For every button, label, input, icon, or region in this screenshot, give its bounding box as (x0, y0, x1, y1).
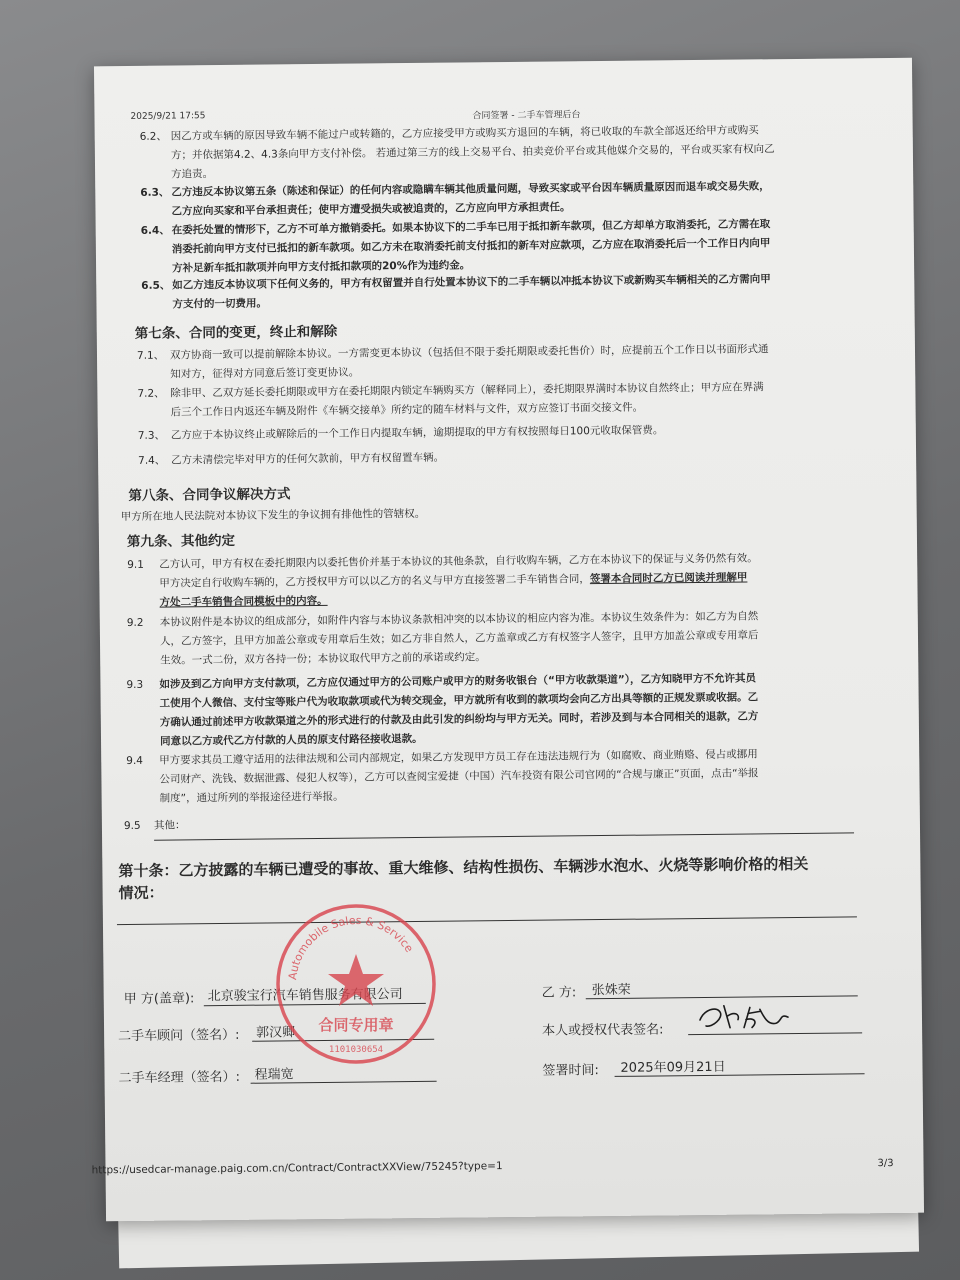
clause-6-5 (172, 270, 771, 314)
clause-9-3 (159, 669, 758, 751)
footer-url: https://usedcar-manage.paig.com.cn/Contract/ContractXXView/75245?type=1 (91, 1160, 503, 1177)
clause-line: 人，乙方签字，且甲方加盖公章或专用章后生效；如乙方非自然人，乙方盖章或乙方有权签字人签字，且甲方加盖公章或专用章后 (159, 629, 759, 648)
clause-line: 乙方应于本协议终止或解除后的一个工作日内提取车辆，逾期提取的甲方有权按照每日100元收取保管费。 (170, 424, 664, 442)
article-10-line: 第十条：乙方披露的车辆已遭受的事故、重大维修、结构性损伤、车辆涉水泡水、火烧等影响价格的相关 (118, 854, 809, 881)
clause-line: 制度”，通过所列的举报途径进行举报。 (159, 790, 344, 805)
article-10-title (118, 853, 808, 904)
clause-7-1 (170, 340, 769, 384)
clause-9-4 (159, 745, 759, 808)
advisor-value: 郭汉卿 (256, 1025, 296, 1041)
clause-line: 因乙方或车辆的原因导致车辆不能过户或转籍的，乙方应接受甲方或购买方退回的车辆，将已收取的车款全部返还给甲方或购买 (170, 124, 759, 143)
manager-value: 程瑞宽 (254, 1067, 294, 1083)
rep-label: 本人或授权代表签名: (542, 1022, 664, 1039)
clause-7-4 (171, 449, 444, 471)
party-a-label: 甲 方(盖章): (123, 991, 195, 1008)
party-a-value: 北京骏宝行汽车销售服务有限公司 (207, 987, 403, 1005)
clause-text: 甲方决定自行收购车辆的，乙方授权甲方可以以乙方的名义与甲方直接签署二手车销售合同， (159, 573, 590, 590)
clause-num: 6.3、 (140, 186, 170, 199)
clause-7-3 (171, 421, 664, 445)
article-9-title: 第九条、其他约定 (126, 532, 236, 550)
clause-line: 除非甲、乙双方延长委托期限或甲方在委托期限内锁定车辆购买方（解释同上），委托期限界满时本协议自然终止；甲方应在界满 (170, 381, 764, 400)
clause-num: 9.1 (127, 558, 144, 571)
clause-line: 在委托处置的情形下，乙方不可单方撤销委托。如果本协议下的二手车已用于抵扣新车款项，但乙方却单方取消委托，乙方需在取 (171, 218, 771, 237)
seal-outer-text: Automobile Sales & Service (286, 913, 416, 981)
article-8-title: 第八条、合同争议解决方式 (128, 486, 291, 504)
clause-line: 乙方应向买家和平台承担责任；使甲方遭受损失或被追责的，乙方应向甲方承担责任。 (171, 201, 571, 218)
clause-num: 6.5、 (141, 279, 171, 292)
article-10-line: 情况： (118, 883, 164, 903)
party-b-label: 乙 方: (541, 985, 577, 1001)
clause-line: 甲方要求其员工遵守适用的法律法规和公司内部规定，如果乙方发现甲方员工存在违法违规行为（如腐败、商业贿赂、侵占或挪用 (159, 748, 758, 767)
clause-num: 7.4、 (138, 454, 166, 467)
footer-page: 3/3 (877, 1158, 894, 1170)
clause-line: 本协议附件是本协议的组成部分，如附件内容与本协议条款相冲突的以本协议的相应内容为准。本协议生效条件为：如乙方为自然 (159, 610, 759, 629)
seal-number: 1101030654 (328, 1045, 384, 1055)
other-terms-line (154, 832, 854, 840)
handwritten-signature (694, 997, 804, 1038)
clause-num: 7.1、 (136, 349, 165, 362)
clause-num: 7.3、 (137, 429, 166, 442)
clause-line: 同意以乙方或代乙方付款的人员的原支付路径接收退款。 (159, 732, 423, 748)
clause-line: 知对方，征得对方同意后签订变更协议。 (170, 366, 360, 381)
clause-9-2 (160, 607, 759, 670)
manager-label: 二手车经理（签名）: (118, 1069, 241, 1087)
disclosure-line (117, 916, 857, 925)
clause-line: 如涉及到乙方向甲方支付款项，乙方应仅通过甲方的公司账户或甲方的财务收银台（“甲方收款渠道”），乙方知晓甲方不允许其员 (159, 672, 757, 691)
clause-line: 公司财产、洗钱、数据泄露、侵犯人权等），乙方可以查阅宝爱捷（中国）汽车投资有限公司官网的“合规与廉正”页面，点击“举报 (159, 767, 759, 786)
clause-num: 9.5 (123, 819, 141, 833)
clause-line: 乙方违反本协议第五条（陈述和保证）的任何内容或隐瞒车辆其他质量问题，导致买家或平台因车辆质量原因而退车或交易失败， (171, 180, 770, 199)
clause-num: 7.2、 (137, 387, 165, 400)
time-value: 2025年09月21日 (620, 1059, 726, 1076)
clause-9-5-label: 其他： (153, 819, 186, 832)
company-seal (272, 900, 440, 1068)
clause-6-3 (171, 177, 770, 221)
print-title: 合同签署 - 二手车管理后台 (472, 110, 581, 122)
clause-line: 消委托前向甲方支付已抵扣的新车款项。如乙方未在取消委托前支付抵扣的新车对应款项，乙方应在取消委托后一个工作日内向甲 (171, 237, 771, 256)
print-datetime: 2025/9/21 17:55 (130, 111, 206, 122)
clause-num: 6.4、 (140, 224, 170, 237)
clause-line: 方支付的一切费用。 (172, 297, 268, 311)
clause-9-1 (159, 549, 758, 612)
clause-line: 方处二手车销售合同模板中的内容。 (159, 594, 328, 609)
clause-line: 如乙方违反本协议项下任何义务的，甲方有权留置并自行处置本协议下的二手车辆以冲抵本协议下或新购买车辆相关的乙方需向甲 (172, 273, 771, 292)
clause-line: 方补足新车抵扣款项并向甲方支付抵扣款项的20%作为违约金。 (172, 259, 471, 275)
advisor-label: 二手车顾问（签名）: (118, 1027, 240, 1045)
article-7-title: 第七条、合同的变更，终止和解除 (134, 323, 338, 342)
clause-7-2 (170, 378, 764, 422)
clause-num: 6.2、 (139, 130, 167, 143)
clause-6-2 (171, 121, 775, 184)
seal-inner-text: 合同专用章 (318, 1016, 394, 1034)
clause-num: 9.4 (126, 754, 144, 768)
clause-line: 方确认通过前述甲方收款渠道之外的形式进行的付款及由此引发的纠纷均与甲方无关。同时，若涉及到与本合同相关的退款，乙方 (159, 710, 759, 729)
article-8-text: 甲方所在地人民法院对本协议下发生的争议拥有排他性的管辖权。 (120, 507, 426, 524)
clause-line: 后三个工作日内返还车辆及附件《车辆交接单》所约定的随车材料与文件，双方应签订书面交接文件。 (170, 401, 644, 419)
party-b-value: 张姝荣 (591, 982, 631, 999)
clause-line: 乙方认可，甲方有权在委托期限内以委托售价并基于本协议的其他条款，自行收购车辆，乙方在本协议下的保证与义务仍然有效。 (159, 552, 758, 571)
clause-text-emphasis: 签署本合同时乙方已阅读并理解甲 (589, 571, 748, 586)
clause-line: 方；并依据第4.2、4.3条向甲方支付补偿。 若通过第三方的线上交易平台、拍卖竞价平台或其他媒介交易的，平台或买家有权向乙 (170, 143, 775, 162)
time-label: 签署时间: (542, 1063, 599, 1079)
contract-page (91, 58, 924, 1222)
clause-num: 9.2 (126, 616, 144, 630)
clause-line: 双方协商一致可以提前解除本协议。一方需变更本协议（包括但不限于委托期限或委托售价）时，应提前五个工作日以书面形式通 (169, 343, 769, 362)
clause-line: 工使用个人微信、支付宝等账户代为收取款项或代为转交现金，甲方就所有收到的款项均会向乙方出具等额的正规发票或收据。乙 (159, 691, 759, 710)
clause-line: 生效。一式二份，双方各持一份；本协议取代甲方之前的承诺或约定。 (160, 651, 486, 667)
clause-6-4 (172, 215, 771, 278)
clause-line: 乙方未清偿完毕对甲方的任何欠款前，甲方有权留置车辆。 (171, 451, 445, 467)
clause-line: 方追责。 (171, 168, 214, 181)
clause-num: 9.3 (126, 678, 144, 692)
